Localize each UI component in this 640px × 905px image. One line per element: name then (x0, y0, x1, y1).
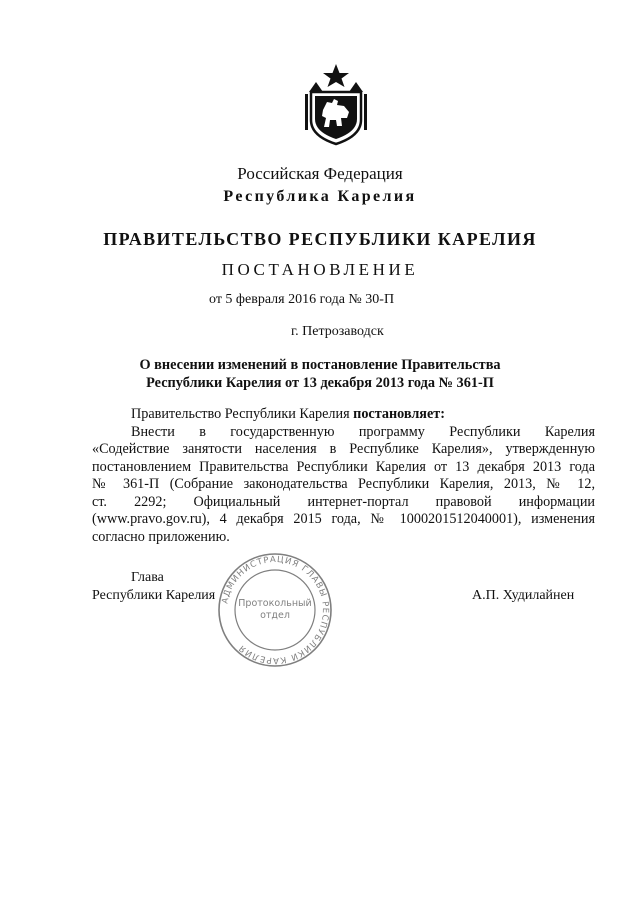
document-date-number: от 5 февраля 2016 года № 30-П (209, 292, 395, 307)
republic-name: Республика Карелия (223, 188, 417, 205)
body-line: ст. 2292; Официальный интернет-портал правовой информации (92, 493, 595, 510)
body-intro (92, 406, 595, 424)
body-line: «Содействие занятости населения в Республике Карелия», утвержденную (92, 441, 595, 457)
country-name: Российская Федерация (237, 164, 403, 183)
karelia-coat-of-arms-icon (301, 62, 371, 146)
document-subject (0, 356, 640, 392)
government-title: ПРАВИТЕЛЬСТВО РЕСПУБЛИКИ КАРЕЛИЯ (103, 229, 537, 249)
signature-role-line-2: Республики Карелия (92, 588, 216, 603)
signature-role-line-1: Глава (131, 570, 164, 585)
body-intro-prefix: Правительство Республики Карелия (131, 406, 350, 422)
subject-line-1: О внесении изменений в постановление Правительства (139, 357, 501, 373)
document-city: г. Петрозаводск (291, 324, 384, 339)
body-line: № 361-П (Собрание законодательства Республики Карелия, 2013, № 12, (92, 476, 595, 492)
body-line: постановлением Правительства Республики Карелия от 13 декабря 2013 года (92, 458, 595, 475)
stamp-outer-text: АДМИНИСТРАЦИЯ ГЛАВЫ РЕСПУБЛИКИ КАРЕЛИЯ (220, 554, 331, 666)
document-type: ПОСТАНОВЛЕНИЕ (221, 260, 419, 279)
body-intro-verb: постановляет: (353, 406, 445, 422)
stamp-inner-line-2: отдел (260, 610, 290, 621)
round-stamp-seal (215, 550, 335, 670)
stamp-inner-line-1: Протокольный (238, 598, 312, 609)
subject-line-2: Республики Карелия от 13 декабря 2013 года № 361-П (146, 375, 494, 391)
body-last-line: согласно приложению. (92, 528, 230, 545)
signature-name: А.П. Худилайнен (472, 588, 575, 603)
body-line: (www.pravo.gov.ru), 4 декабря 2015 года, № 1000201512040001), изменения (92, 511, 595, 527)
body-line: Внести в государственную программу Республики Карелия (131, 423, 595, 440)
document-body (92, 406, 595, 546)
